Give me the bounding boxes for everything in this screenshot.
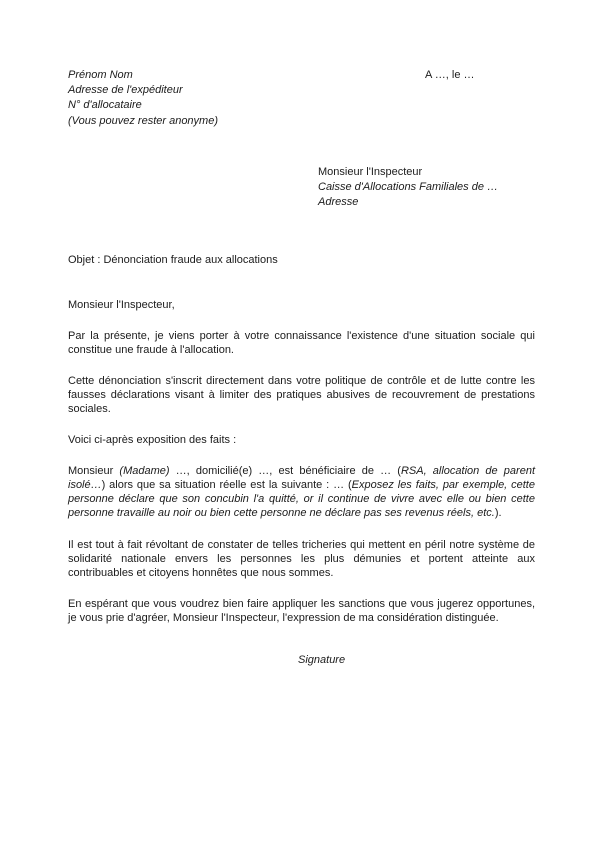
recipient-line-address: Adresse [318, 196, 359, 209]
recipient-line-organisation: Caisse d'Allocations Familiales de … [318, 181, 499, 194]
paragraph-4-segment-3: …, domicilié(e) …, est bénéficiaire de … ( [169, 465, 401, 478]
body-paragraph-1: Par la présente, je viens porter à votre connaissance l'existence d'une situation sociale qui constitue une fraude à l'allocation. [68, 329, 535, 356]
recipient-address-block [318, 165, 535, 211]
subject-line: Objet : Dénonciation fraude aux allocations [68, 253, 278, 266]
body-paragraph-4 [68, 464, 535, 520]
letter-content [68, 0, 535, 667]
letter-header [68, 0, 535, 130]
body-paragraph-5: Il est tout à fait révoltant de constater de telles tricheries qui mettent en péril notre système de solidarité nationale envers les personnes les plus démunies et portent atteinte aux contribuables et citoyens honnêtes que nous sommes. [68, 538, 535, 579]
date-place-line: A …, le … [425, 69, 475, 81]
sender-line-name: Prénom Nom [68, 69, 133, 81]
paragraph-4-segment-4-italic: RSA, allocation de parent isolé… [68, 465, 535, 492]
recipient-line-title: Monsieur l'Inspecteur [318, 166, 423, 178]
paragraph-4-segment-7: ). [494, 507, 502, 520]
signature-placeholder: Signature [298, 654, 346, 667]
sender-line-address: Adresse de l'expéditeur [68, 84, 183, 97]
paragraph-4-segment-2-italic: (Madame) [119, 465, 170, 478]
sender-line-allocataire-number: N° d'allocataire [68, 99, 142, 112]
body-paragraph-3: Voici ci-après exposition des faits : [68, 434, 237, 447]
salutation-line: Monsieur l'Inspecteur, [68, 298, 175, 311]
paragraph-4-segment-6-italic: Exposez les faits, par exemple, cette personne déclare que son concubin l'a quitté, or il continue de vivre avec elle ou bien cette personne travaille au noir ou bien cette personne ne déclare pas ses revenus réels, etc. [68, 479, 535, 520]
paragraph-4-segment-1: Monsieur [68, 465, 120, 478]
body-paragraph-2: Cette dénonciation s'inscrit directement dans votre politique de contrôle et de lutte contre les fausses déclarations visant à limiter des pratiques abusives de recouvrement de prestations sociales. [68, 374, 535, 415]
sender-line-anonymity-note: (Vous pouvez rester anonyme) [68, 114, 218, 127]
body-paragraph-6: En espérant que vous voudrez bien faire appliquer les sanctions que vous jugerez opportunes, je vous prie d'agréer, Monsieur l'Inspecteur, l'expression de ma considération distinguée. [68, 597, 535, 624]
paragraph-4-segment-5: ) alors que sa situation réelle est la suivante : … ( [101, 479, 352, 492]
